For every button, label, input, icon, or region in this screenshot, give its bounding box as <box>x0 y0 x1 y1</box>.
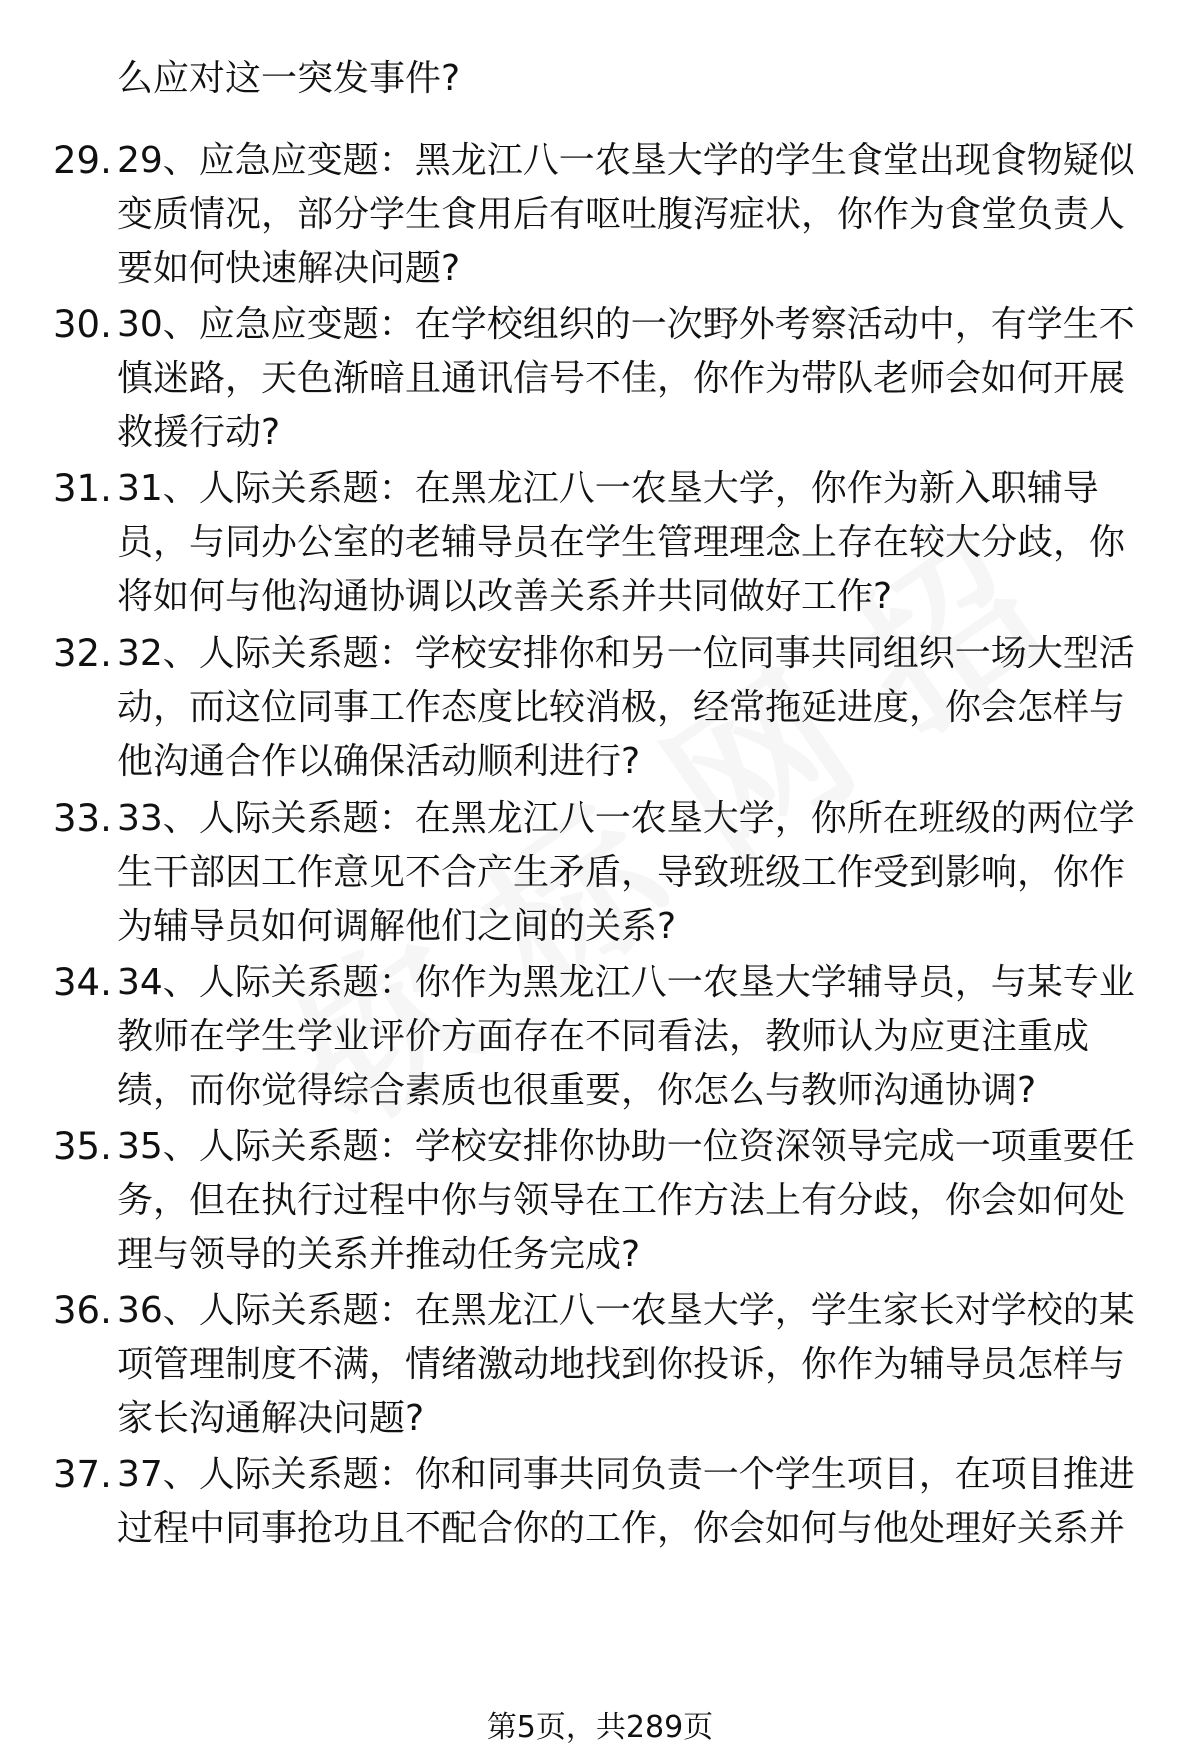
question-text-line: 动，而这位同事工作态度比较消极，经常拖延进度，你会怎样与 <box>117 687 1126 728</box>
question-number: 37. <box>53 1453 112 1496</box>
question-number: 32. <box>53 632 112 675</box>
question-number: 31. <box>53 467 112 510</box>
question-text-line: 教师在学生学业评价方面存在不同看法，教师认为应更注重成 <box>117 1016 1090 1057</box>
question-number: 33. <box>53 797 112 840</box>
question-text-line: 34、人际关系题：你作为黑龙江八一农垦大学辅导员，与某专业 <box>117 962 1135 1003</box>
question-text-line: 家长沟通解决问题? <box>117 1398 425 1439</box>
question-number: 34. <box>53 961 112 1004</box>
question-text-line: 33、人际关系题：在黑龙江八一农垦大学，你所在班级的两位学 <box>117 798 1135 839</box>
question-number: 29. <box>53 139 112 182</box>
question-text-line: 员，与同办公室的老辅导员在学生管理理念上存在较大分歧，你 <box>117 522 1126 563</box>
question-number: 35. <box>53 1125 112 1168</box>
question-text-line: 绩，而你觉得综合素质也很重要，你怎么与教师沟通协调? <box>117 1070 1037 1111</box>
question-text-line: 生干部因工作意见不合产生矛盾，导致班级工作受到影响，你作 <box>117 852 1126 893</box>
question-text-line: 变质情况，部分学生食用后有呕吐腹泻症状，你作为食堂负责人 <box>117 194 1126 235</box>
question-text-line: 29、应急应变题：黑龙江八一农垦大学的学生食堂出现食物疑似 <box>117 140 1135 181</box>
question-text-line: 务，但在执行过程中你与领导在工作方法上有分歧，你会如何处 <box>117 1180 1126 1221</box>
question-text-line: 慎迷路，天色渐暗且通讯信号不佳，你作为带队老师会如何开展 <box>117 358 1126 399</box>
question-text-line: 为辅导员如何调解他们之间的关系? <box>117 906 677 947</box>
question-text-line: 理与领导的关系并推动任务完成? <box>117 1234 641 1275</box>
question-text-line: 过程中同事抢功且不配合你的工作，你会如何与他处理好关系并 <box>117 1508 1126 1549</box>
question-text-line: 项管理制度不满，情绪激动地找到你投诉，你作为辅导员怎样与 <box>117 1344 1126 1385</box>
question-text-line: 35、人际关系题：学校安排你协助一位资深领导完成一项重要任 <box>117 1126 1135 1167</box>
question-number: 30. <box>53 303 112 346</box>
question-text-line: 30、应急应变题：在学校组织的一次野外考察活动中，有学生不 <box>117 304 1135 345</box>
question-text-line: 37、人际关系题：你和同事共同负责一个学生项目，在项目推进 <box>117 1454 1135 1495</box>
question-text-line: 要如何快速解决问题? <box>117 248 461 289</box>
question-text-line: 救援行动? <box>117 412 281 453</box>
question-text-line: 36、人际关系题：在黑龙江八一农垦大学，学生家长对学校的某 <box>117 1290 1135 1331</box>
question-text-line: 他沟通合作以确保活动顺利进行? <box>117 741 641 782</box>
question-text-line: 将如何与他沟通协调以改善关系并共同做好工作? <box>117 576 893 617</box>
question-text-line: 31、人际关系题：在黑龙江八一农垦大学，你作为新入职辅导 <box>117 468 1099 509</box>
page-footer: 第5页，共289页 <box>486 1710 714 1745</box>
question-text-line: 32、人际关系题：学校安排你和另一位同事共同组织一场大型活 <box>117 633 1135 674</box>
question-text-line: 么应对这一突发事件? <box>117 58 461 99</box>
question-number: 36. <box>53 1289 112 1332</box>
